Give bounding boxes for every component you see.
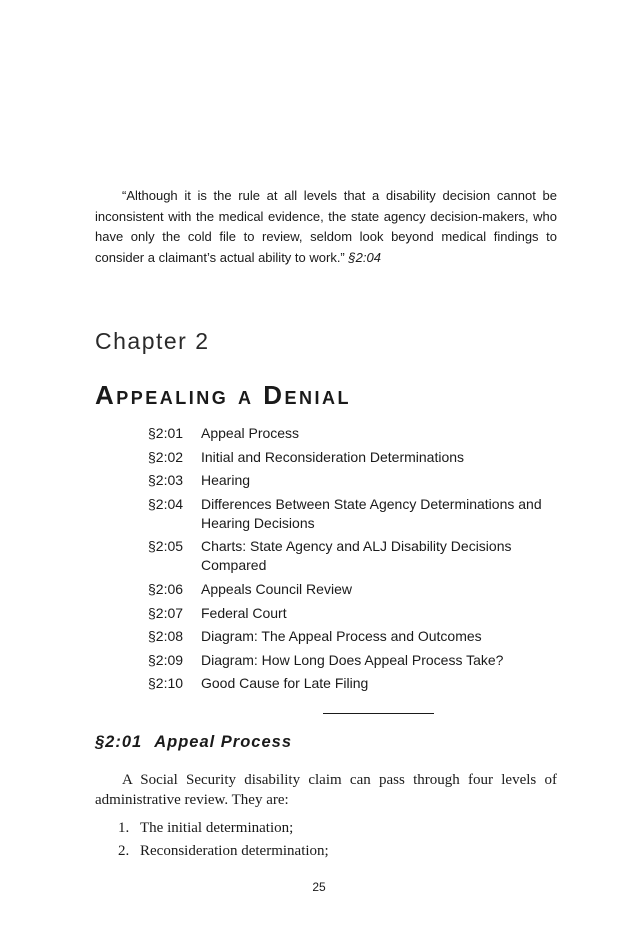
toc-section-number: §2:09: [148, 651, 184, 668]
toc-section-number: §2:06: [148, 580, 184, 597]
section-divider: [323, 713, 434, 714]
section-number: §2:01: [95, 733, 143, 751]
body-paragraph-text: A Social Security disability claim can pass through four levels of administrative review. They are:: [95, 772, 557, 808]
toc-item: [148, 495, 568, 533]
epigraph-text: “Although it is the rule at all levels that a disability decision cannot be inconsistent with the medical evidence, the state agency decision-makers, who have only the cold file to review, seldom look beyond medical findings to consider a claimant’s actual ability to work.”: [95, 188, 557, 265]
toc-item: [148, 651, 568, 670]
epigraph-reference: §2:04: [348, 249, 381, 265]
toc-item: [148, 604, 568, 623]
review-levels-list: [118, 817, 329, 863]
list-item-number: 2.: [118, 843, 130, 859]
list-item: [118, 817, 329, 840]
list-item-text: The initial determination;: [140, 820, 294, 836]
toc-section-title: Good Cause for Late Filing: [201, 675, 369, 692]
toc-section-number: §2:07: [148, 604, 184, 621]
toc-section-title: Appeals Council Review: [201, 580, 352, 597]
toc-section-title: Appeal Process: [201, 425, 300, 441]
toc-item: [148, 537, 568, 575]
toc-item: [148, 627, 568, 646]
body-paragraph: [95, 770, 557, 810]
epigraph-quote: [95, 186, 557, 268]
toc-section-number: §2:05: [148, 538, 184, 555]
toc-item: [148, 471, 568, 490]
list-item-text: Reconsideration determination;: [140, 843, 329, 859]
section-title: Appeal Process: [154, 733, 293, 751]
section-heading: [95, 733, 292, 752]
toc-section-title: Diagram: The Appeal Process and Outcomes: [201, 628, 482, 645]
chapter-label: Chapter 2: [95, 328, 210, 354]
toc-item: [148, 674, 568, 693]
chapter-contents-list: [148, 424, 568, 698]
toc-item: [148, 424, 568, 443]
list-item: [118, 840, 329, 863]
page-number: 25: [312, 880, 326, 894]
toc-section-number: §2:10: [148, 675, 184, 692]
toc-section-title: Diagram: How Long Does Appeal Process Take?: [201, 651, 504, 668]
toc-section-number: §2:01: [148, 425, 184, 441]
toc-section-number: §2:04: [148, 495, 184, 512]
list-item-number: 1.: [118, 820, 130, 836]
toc-section-number: §2:03: [148, 472, 184, 489]
toc-section-title: Initial and Reconsideration Determinations: [201, 448, 465, 465]
chapter-title: Appealing a Denial: [95, 380, 352, 410]
toc-item: [148, 580, 568, 599]
toc-section-title: Differences Between State Agency Determinations and Hearing Decisions: [201, 495, 542, 531]
toc-section-title: Hearing: [201, 472, 251, 489]
toc-section-number: §2:08: [148, 628, 184, 645]
toc-section-number: §2:02: [148, 448, 184, 465]
toc-section-title: Federal Court: [201, 604, 287, 621]
toc-item: [148, 448, 568, 467]
toc-section-title: Charts: State Agency and ALJ Disability Decisions Compared: [201, 538, 512, 574]
